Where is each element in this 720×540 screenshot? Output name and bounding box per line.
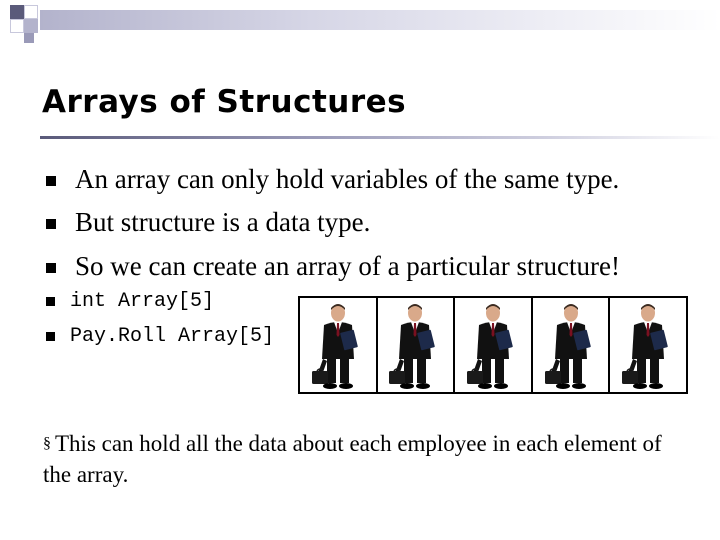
array-cell bbox=[533, 298, 611, 392]
array-cell bbox=[378, 298, 456, 392]
array-cell bbox=[610, 298, 686, 392]
array-illustration bbox=[298, 296, 688, 394]
title-underline bbox=[40, 136, 720, 139]
bullet-square-icon bbox=[46, 176, 56, 186]
bullet-square-icon bbox=[46, 219, 56, 229]
note-marker: § bbox=[43, 435, 51, 452]
code-text: Pay.Roll Array[5] bbox=[70, 325, 275, 348]
array-cell bbox=[455, 298, 533, 392]
code-text: int Array[5] bbox=[70, 290, 215, 313]
note-text: This can hold all the data about each employee in each element of the array. bbox=[43, 431, 662, 487]
bullet-square-icon bbox=[46, 263, 56, 273]
bullet-square-icon bbox=[46, 332, 55, 341]
bullet-square-icon bbox=[46, 297, 55, 306]
slide-note bbox=[43, 428, 683, 490]
bullet-text: An array can only hold variables of the same type. bbox=[75, 164, 620, 194]
header-gradient-bar bbox=[40, 10, 720, 30]
bullet-text: So we can create an array of a particular structure! bbox=[75, 251, 620, 281]
slide-title: Arrays of Structures bbox=[42, 84, 407, 120]
array-cell bbox=[300, 298, 378, 392]
bullet-text: But structure is a data type. bbox=[75, 207, 371, 237]
